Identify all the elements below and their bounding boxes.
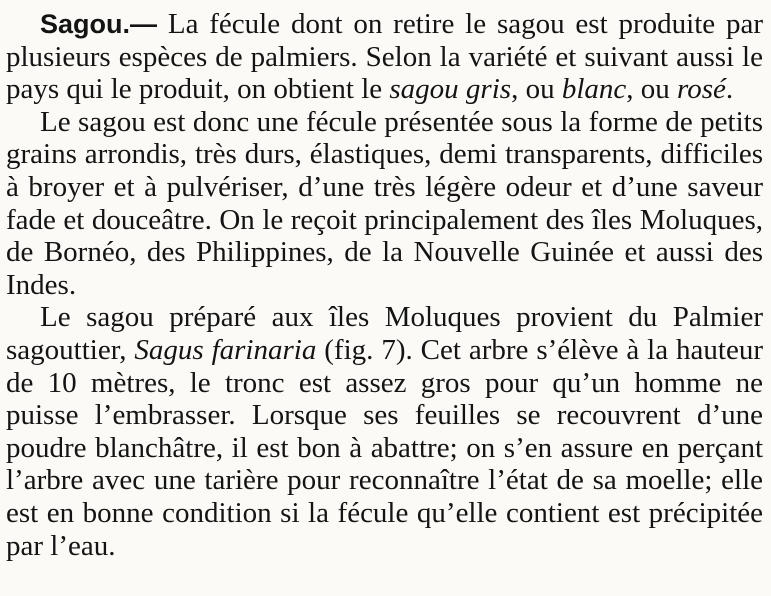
paragraph-sagou-moluques (6, 301, 763, 562)
paragraph-sagou-intro (6, 8, 763, 106)
entry-heading: Sagou.— (40, 9, 158, 39)
paragraph-text: , ou (511, 73, 562, 106)
document-page (6, 8, 763, 562)
paragraph-text: (fig. 7). Cet arbre s’élève à la hauteur de 10 mètres, le tronc est assez gros pour qu’un homme ne puisse l’embrasser. Lorsque ses feuilles se recouvrent d’une poudre blanchâtre, il est bon à abattre; on s’en assure en perçant l’arbre avec une tarière pour reconnaître l’état de sa moelle; elle est en bonne condition si la fécule qu’elle contient est précipitée par l’eau. (6, 333, 763, 562)
italic-term: Sagus farinaria (134, 333, 317, 366)
paragraph-text: Le sagou préparé aux îles Moluques provient du Palmier sagouttier, (6, 301, 763, 366)
paragraph-text: La fécule dont on retire le sagou est produite par plusieurs espèces de palmiers. Selon la variété et suivant aussi le pays qui le produit, on obtient le (6, 8, 763, 106)
italic-term: sagou gris (389, 73, 512, 106)
italic-term: blanc (561, 73, 627, 106)
italic-term: rosé (677, 73, 726, 106)
paragraph-text: Le sagou est donc une fécule présentée sous la forme de petits grains arrondis, très durs, élastiques, demi transparents, difficiles à broyer et à pulvériser, d’une très légère odeur et d’une saveur fade et douceâtre. On le reçoit principalement des îles Moluques, de Bornéo, des Philippines, de la Nouvelle Guinée et aussi des Indes. (6, 105, 763, 301)
paragraph-text: . (725, 73, 734, 106)
paragraph-sagou-description (6, 106, 763, 302)
paragraph-text: , ou (626, 73, 677, 106)
